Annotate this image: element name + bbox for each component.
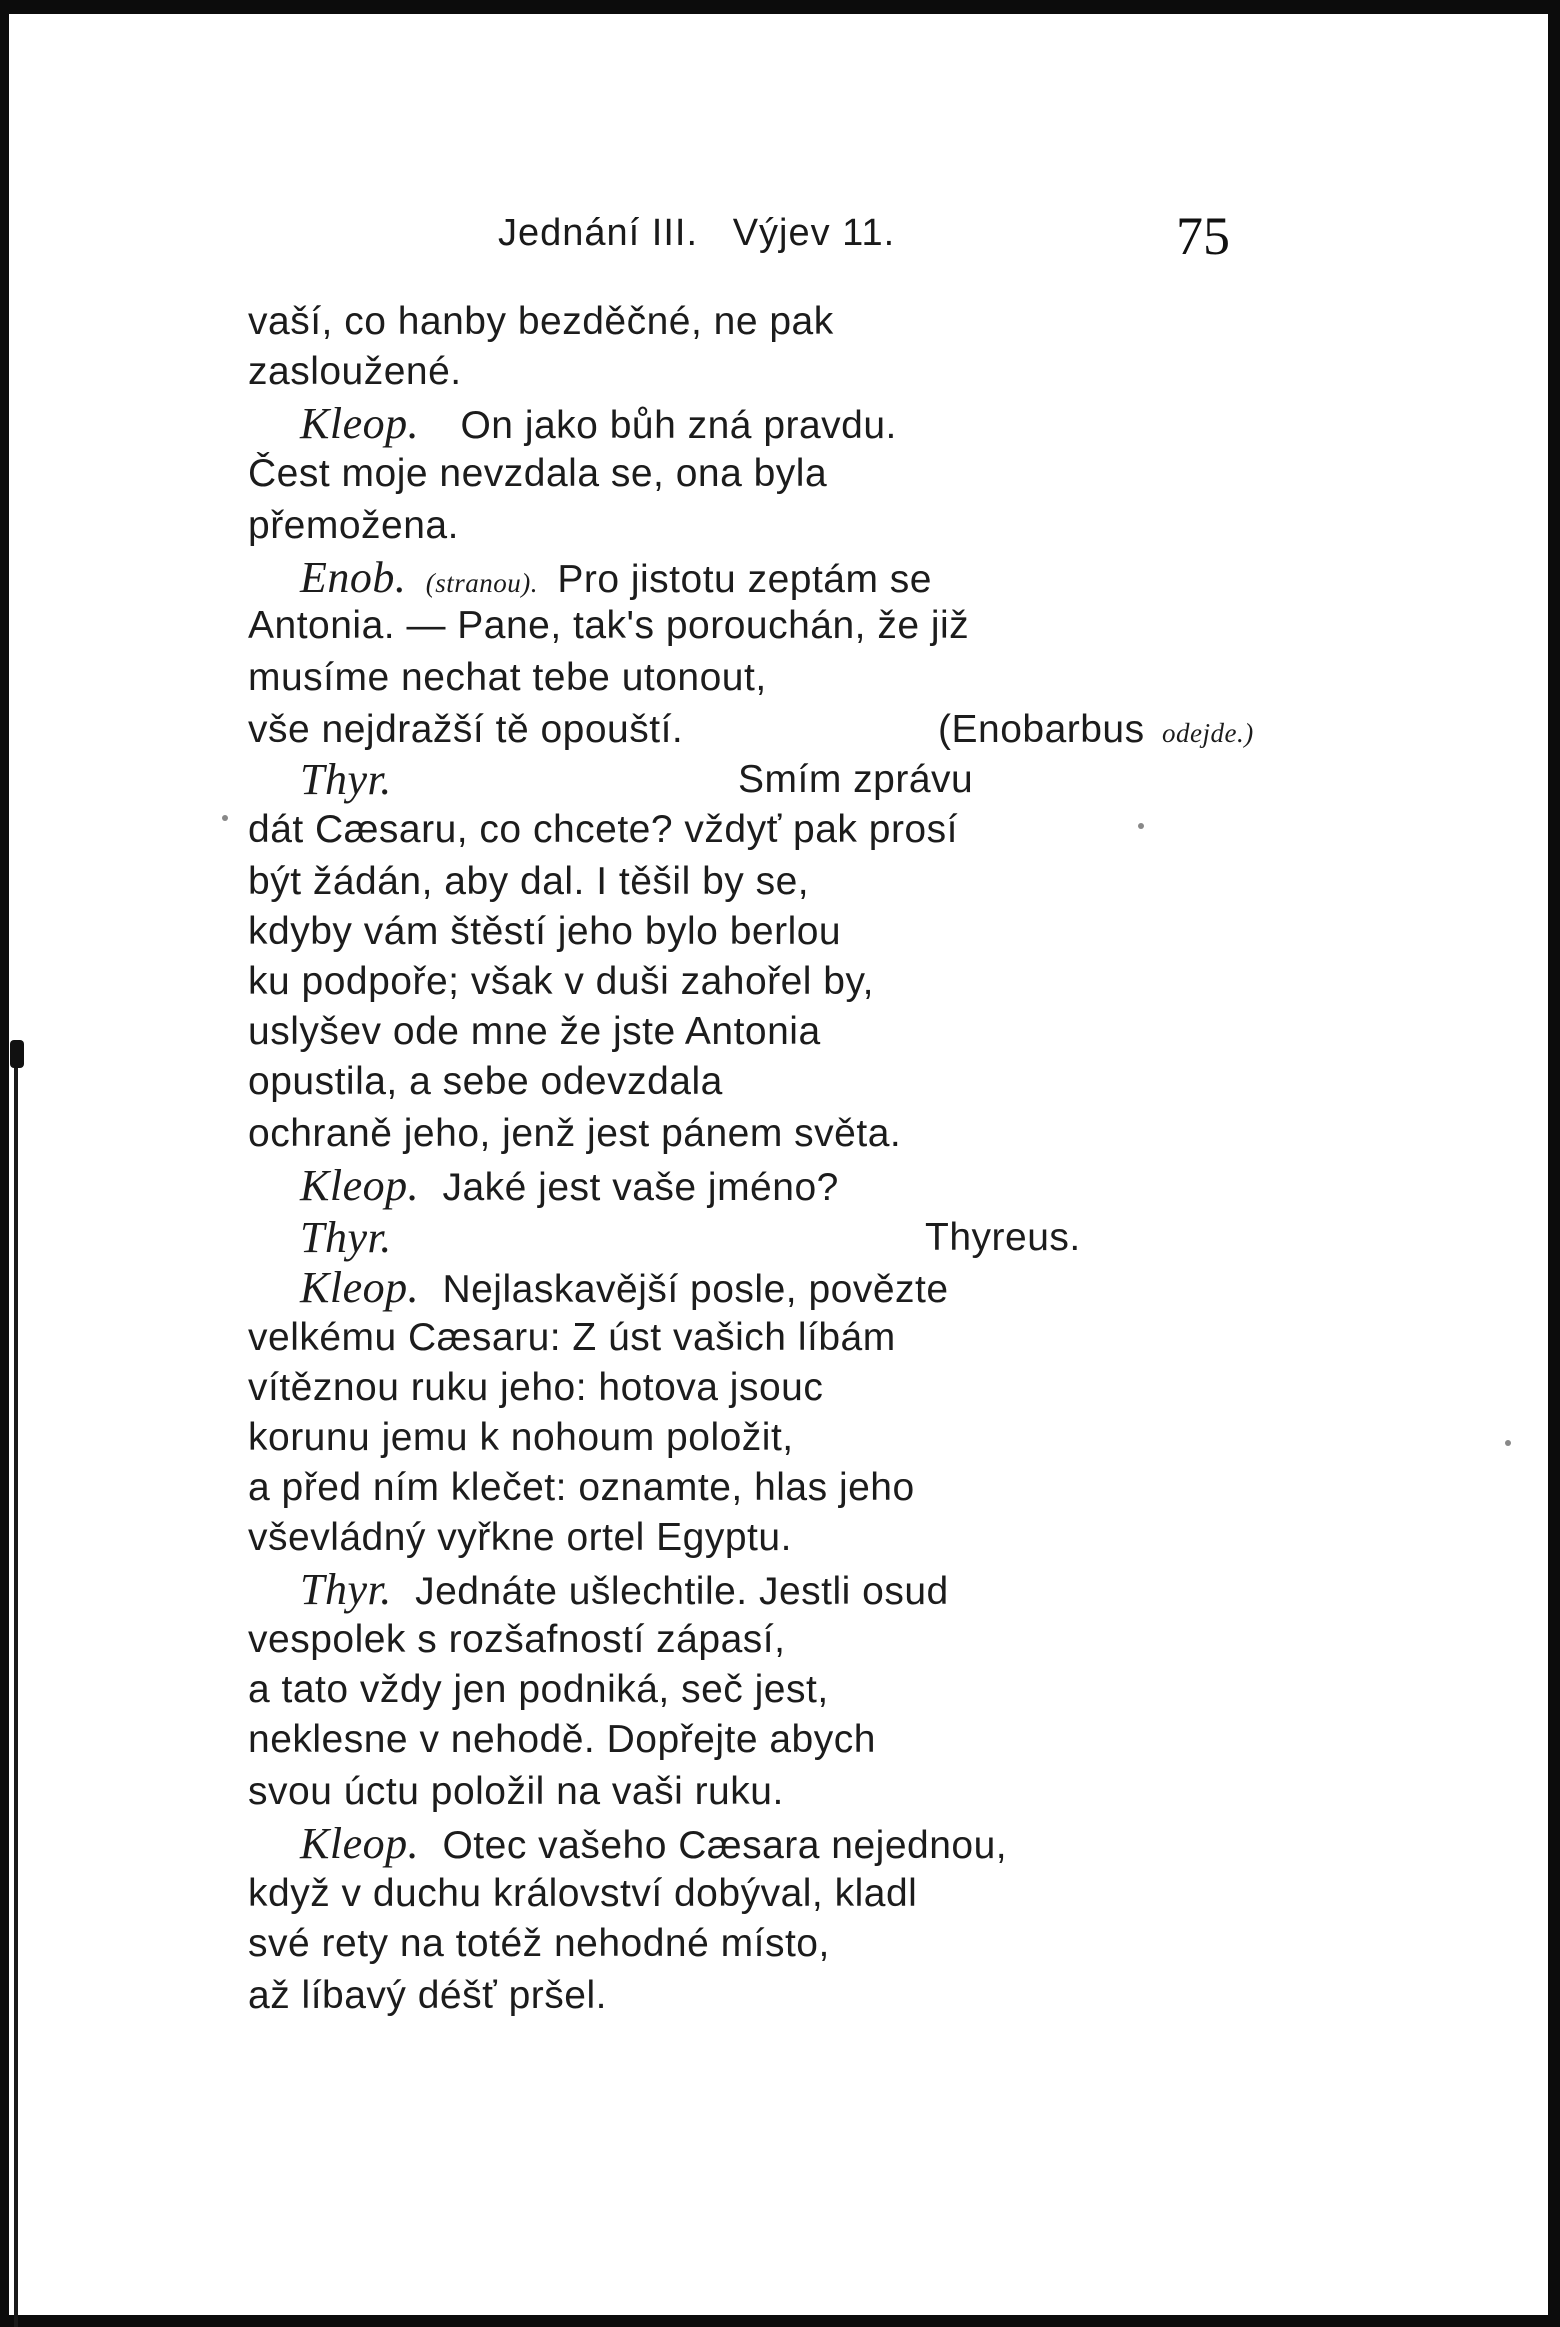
speech-line [300, 1818, 1007, 1869]
binding-edge [14, 1040, 18, 2327]
text-line: přemožena. [248, 504, 459, 547]
scan-border-top [0, 0, 1560, 14]
speech-line [300, 754, 392, 805]
speaker-name: Thyr. [300, 755, 392, 804]
text-line: opustila, a sebe odevzdala [248, 1060, 723, 1103]
text-line: velkému Cæsaru: Z úst vašich líbám [248, 1316, 896, 1359]
scan-border-bottom [0, 2315, 1560, 2327]
text-line: a tato vždy jen podniká, seč jest, [248, 1668, 829, 1711]
speaker-name: Enob. [300, 553, 407, 602]
scan-border-right [1548, 0, 1560, 2327]
paper-speck [1138, 823, 1144, 829]
speaker-name: Thyr. [300, 1565, 392, 1614]
speech-line [300, 1262, 949, 1313]
text-line: když v duchu království dobýval, kladl [248, 1872, 918, 1915]
text-line: vítěznou ruku jeho: hotova jsouc [248, 1366, 824, 1409]
stage-direction-name: (Enobarbus [938, 708, 1145, 751]
speech-line [300, 1564, 949, 1615]
text-line: až líbavý déšť pršel. [248, 1974, 607, 2017]
speaker-name: Kleop. [300, 1263, 420, 1312]
speaker-name: Kleop. [300, 399, 420, 448]
paper-speck [222, 815, 228, 821]
text-line: zasloužené. [248, 350, 462, 393]
text-line: ochraně jeho, jenž jest pánem světa. [248, 1112, 902, 1155]
text-line: vše nejdražší tě opouští. [248, 708, 684, 751]
stage-direction: (stranou). [425, 568, 538, 598]
speech-line [300, 552, 932, 603]
text-line: musíme nechat tebe utonout, [248, 656, 767, 699]
stage-direction-exit [938, 708, 1254, 752]
speaker-name: Kleop. [300, 1161, 420, 1210]
scan-border-left [0, 0, 9, 2327]
text-line: vespolek s rozšafností zápasí, [248, 1618, 786, 1661]
binding-mark [10, 1040, 24, 1068]
text-line: uslyšev ode mne že jste Antonia [248, 1010, 821, 1053]
text-line: své rety na totéž nehodné místo, [248, 1922, 830, 1965]
text-line: Čest moje nevzdala se, ona byla [248, 452, 828, 495]
speech-line [300, 1212, 392, 1263]
speech-text: On jako bůh zná pravdu. [460, 404, 897, 447]
text-line: svou úctu položil na vaši ruku. [248, 1770, 784, 1813]
running-head: Jednání III. Výjev 11. [498, 212, 896, 254]
speech-text: Nejlaskavější posle, povězte [442, 1268, 949, 1311]
speech-text: Jaké jest vaše jméno? [442, 1166, 839, 1209]
text-line: korunu jemu k nohoum položit, [248, 1416, 794, 1459]
speech-line [300, 1160, 839, 1211]
text-line: vaší, co hanby bezděčné, ne pak [248, 300, 834, 343]
text-line: dát Cæsaru, co chcete? vždyť pak prosí [248, 808, 958, 851]
text-line: kdyby vám štěstí jeho bylo berlou [248, 910, 842, 953]
text-line: Antonia. — Pane, tak's porouchán, že již [248, 604, 970, 647]
speech-text: Otec vašeho Cæsara nejednou, [442, 1824, 1008, 1867]
paper-speck [1505, 1440, 1511, 1446]
text-line: neklesne v nehodě. Dopřejte abych [248, 1718, 876, 1761]
speech-text: Pro jistotu zeptám se [557, 558, 932, 601]
stage-direction: odejde.) [1161, 718, 1254, 748]
speech-line [300, 398, 897, 449]
text-line: být žádán, aby dal. I těšil by se, [248, 860, 810, 903]
text-line: vševládný vyřkne ortel Egyptu. [248, 1516, 792, 1559]
speaker-name: Thyr. [300, 1213, 392, 1262]
speech-text: Thyreus. [925, 1216, 1081, 1259]
speech-text: Jednáte ušlechtile. Jestli osud [415, 1570, 949, 1613]
speaker-name: Kleop. [300, 1819, 420, 1868]
page-number: 75 [1176, 206, 1230, 266]
text-line: ku podpoře; však v duši zahořel by, [248, 960, 874, 1003]
text-line: a před ním klečet: oznamte, hlas jeho [248, 1466, 915, 1509]
speech-text: Smím zprávu [738, 758, 974, 801]
